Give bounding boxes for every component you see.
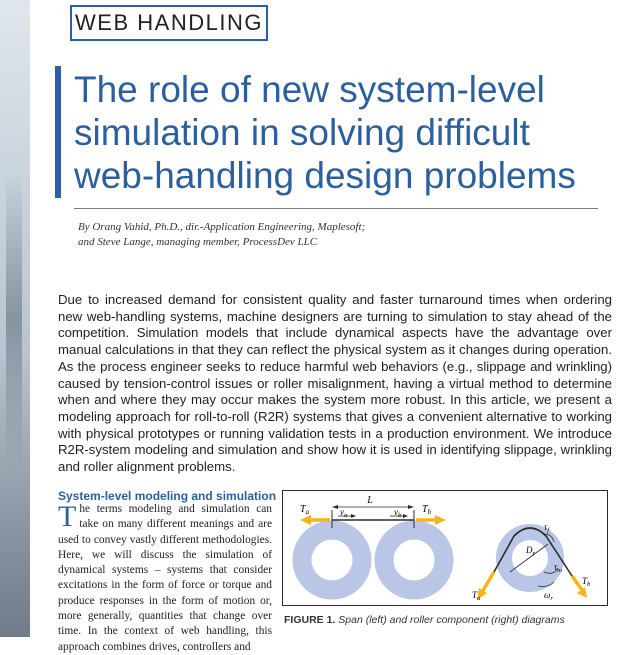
figure-caption-label: FIGURE 1. (284, 614, 336, 626)
left-edge-photo (0, 0, 30, 637)
title-line: simulation in solving difficult (74, 112, 530, 153)
figure-caption-text: Span (left) and roller component (right) diagrams (338, 614, 565, 626)
figure-1-diagram (282, 490, 608, 606)
velocity-b-label: $v_b$ (394, 507, 402, 519)
velocity-a-label: $v_a$ (340, 507, 348, 519)
friction-torque-label: $\tau_f$ (544, 522, 550, 534)
article-title (74, 68, 604, 197)
byline (78, 220, 598, 250)
byline-line: By Orang Vahid, Ph.D., dir.-Application Engineering, Maplesoft; (78, 221, 366, 233)
tension-a-label: $T_a$ (300, 504, 310, 516)
diameter-label: $D_r$ (526, 545, 536, 557)
tension-b-label-roller: $T_b$ (582, 576, 591, 588)
title-divider (74, 208, 598, 209)
drop-cap: T (58, 500, 77, 533)
byline-line: and Steve Lange, managing member, ProcessDev LLC (78, 236, 318, 248)
tension-a-label-roller: $T_a$ (472, 590, 481, 602)
body-text-content: he terms modeling and simulation can take on many different meanings and are used to convey vastly different methodologies. Here, we will discuss the simulation of dynamical systems – systems that consider excitations in the form of force or torque and produce responses in the form of motion or, more generally, quantities that change over time. In the context of web handling, this approach combines drives, controllers and (58, 503, 272, 653)
section-heading: System-level modeling and simulation (58, 489, 277, 503)
angular-velocity-label: $\omega_r$ (544, 590, 553, 602)
tension-b-label: $T_b$ (422, 504, 432, 516)
title-accent-bar (55, 66, 61, 198)
section-tag: WEB HANDLING (70, 5, 268, 41)
span-length-label: L (367, 495, 373, 506)
figure-caption (284, 614, 565, 626)
motor-torque-label: $\tau_m$ (554, 562, 562, 574)
body-text (58, 502, 272, 655)
title-line: web-handling design problems (74, 155, 576, 196)
intro-paragraph: Due to increased demand for consistent quality and faster turnaround times when ordering new web-handling systems, machine designers are turning to simulation to stay ahead of the competition. Simulation models that include dynamical aspects have the advantage over manual calculations in that they can reflect the physical system as it changes during operation. As the process engineer seeks to reduce harmful web behaviors (e.g., slippage and wrinkling) caused by tension-control issues or roller misalignment, having a virtual method to determine when and where they may occur makes the system more robust. In this article, we present a modeling approach for roll-to-roll (R2R) systems that gives a convenient alternative to working with physical prototypes or running validation tests in a production environment. We introduce R2R-system modeling and simulation and show how it is used in identifying slippage, wrinkling and roller alignment problems. (58, 292, 612, 475)
title-line: The role of new system-level (74, 69, 545, 110)
